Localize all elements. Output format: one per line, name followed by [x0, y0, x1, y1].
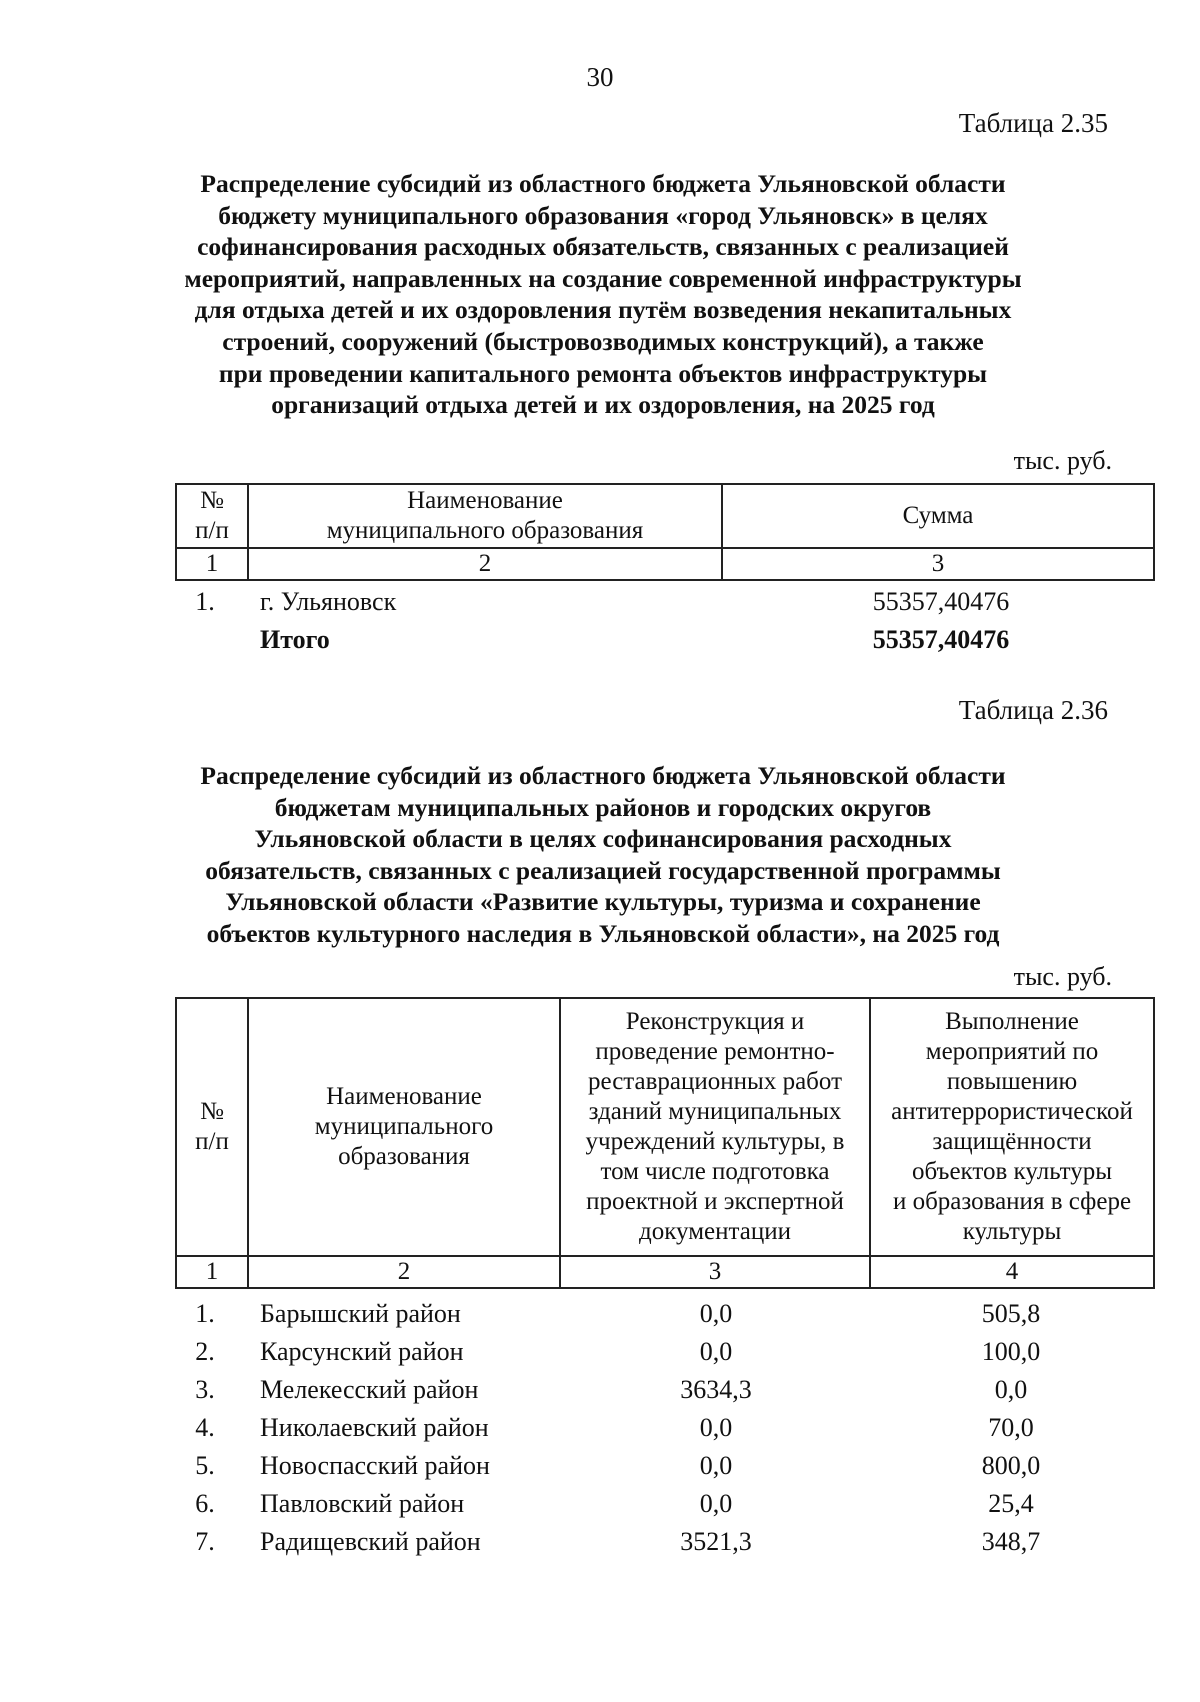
header-name-line2: муниципального образования: [326, 517, 644, 544]
header-col4-cell: [870, 998, 1154, 1256]
header-num-cell: [176, 484, 248, 548]
row-number: 5.: [195, 1451, 215, 1480]
table-2-36-header: [175, 997, 1155, 1289]
column-number: 3: [560, 1256, 870, 1288]
row-col3-value: 0,0: [699, 1451, 733, 1480]
row-col4-value: 25,4: [988, 1489, 1034, 1518]
title-line: софинансирования расходных обязательств, связанных с реализацией: [197, 232, 1009, 262]
row-name: Павловский район: [260, 1489, 465, 1518]
header-col3-line: реставрационных работ: [587, 1068, 843, 1095]
row-number: 6.: [195, 1489, 215, 1518]
row-col4-value: 800,0: [981, 1451, 1041, 1480]
header-num-line1: №: [200, 1098, 224, 1125]
row-col4-value: 348,7: [981, 1527, 1041, 1556]
header-col3-line: проведение ремонтно-: [595, 1038, 835, 1065]
row-col3-value: 0,0: [699, 1337, 733, 1366]
title-line: Ульяновской области в целях софинансирования расходных: [254, 824, 952, 854]
header-name-cell: [248, 998, 560, 1256]
column-number: 2: [248, 1256, 560, 1288]
row-name: Николаевский район: [260, 1413, 489, 1442]
header-col4-line: культуры: [962, 1218, 1062, 1245]
header-col4-line: объектов культуры: [911, 1158, 1113, 1185]
header-num-line2: п/п: [195, 1128, 229, 1155]
table-2-36-title: [130, 760, 1076, 950]
header-name-line: муниципального: [314, 1113, 494, 1140]
column-number: 1: [176, 1256, 248, 1288]
title-line: строений, сооружений (быстровозводимых конструкций), а также: [222, 326, 984, 356]
header-col3-line: документации: [639, 1218, 791, 1245]
row-name: Мелекесский район: [260, 1375, 479, 1404]
header-col4-line: повышению: [946, 1068, 1078, 1095]
row-name: Барышский район: [260, 1299, 461, 1328]
header-col3-line: Реконструкция и: [625, 1008, 805, 1035]
header-col3-line: том числе подготовка: [600, 1158, 830, 1185]
header-num-cell: [176, 998, 248, 1256]
total-sum: 55357,40476: [872, 625, 1010, 654]
header-col4-line: Выполнение: [945, 1008, 1079, 1035]
row-name: Новоспасский район: [260, 1451, 490, 1480]
column-number: 1: [176, 548, 248, 580]
header-col3-cell: [560, 998, 870, 1256]
row-sum: 55357,40476: [872, 587, 1010, 616]
title-line: обязательств, связанных с реализацией государственной программы: [205, 855, 1001, 885]
title-line: для отдыха детей и их оздоровления путём возведения некапитальных: [194, 295, 1012, 325]
header-name-cell: [248, 484, 722, 548]
row-col3-value: 3521,3: [680, 1527, 752, 1556]
table-row: [0, 1448, 1200, 1484]
table-2-35-header: [175, 483, 1155, 581]
title-line: объектов культурного наследия в Ульяновской области», на 2025 год: [206, 918, 1000, 948]
column-number: 4: [870, 1256, 1154, 1288]
row-col4-value: 70,0: [988, 1413, 1034, 1442]
title-line: бюджету муниципального образования «город Ульяновск» в целях: [218, 200, 988, 230]
table-row: [0, 1486, 1200, 1522]
header-col4-line: и образования в сфере: [892, 1188, 1132, 1215]
table-row: [0, 584, 1200, 620]
row-name: г. Ульяновск: [260, 587, 397, 616]
row-name: Радищевский район: [260, 1527, 481, 1556]
table-row: [0, 1410, 1200, 1446]
row-number: 4.: [195, 1413, 215, 1442]
header-col4-line: защищённости: [932, 1128, 1092, 1155]
row-number: 7.: [195, 1527, 215, 1556]
header-col4-line: мероприятий по: [925, 1038, 1099, 1065]
row-col3-value: 0,0: [699, 1489, 733, 1518]
table-row: [0, 1296, 1200, 1332]
header-col4-line: антитеррористической: [891, 1098, 1133, 1125]
header-name-line1: Наименование: [407, 487, 563, 514]
header-num-line2: п/п: [195, 517, 229, 544]
column-number: 2: [248, 548, 722, 580]
row-col4-value: 0,0: [994, 1375, 1028, 1404]
title-line: мероприятий, направленных на создание современной инфраструктуры: [184, 263, 1022, 293]
table-2-36-caption: Таблица 2.36: [958, 695, 1108, 725]
table-row: [0, 1524, 1200, 1560]
header-col3-line: проектной и экспертной: [586, 1188, 844, 1215]
total-row: [0, 622, 1200, 658]
row-name: Карсунский район: [260, 1337, 464, 1366]
row-col3-value: 3634,3: [680, 1375, 752, 1404]
title-line: Ульяновской области «Развитие культуры, туризма и сохранение: [225, 887, 981, 917]
header-sum-cell: Сумма: [722, 484, 1154, 548]
table-2-36-unit: тыс. руб.: [1013, 962, 1112, 991]
title-line: при проведении капитального ремонта объектов инфраструктуры: [218, 358, 988, 388]
header-num-line1: №: [200, 487, 224, 514]
table-row: [0, 1334, 1200, 1370]
row-number: 3.: [195, 1375, 215, 1404]
total-label: Итого: [260, 625, 330, 654]
table-2-35-caption: Таблица 2.35: [958, 108, 1108, 138]
title-line: Распределение субсидий из областного бюджета Ульяновской области: [200, 761, 1006, 790]
header-name-line: Наименование: [326, 1083, 482, 1110]
column-number: 3: [722, 548, 1154, 580]
row-col3-value: 0,0: [699, 1299, 733, 1328]
header-col3-line: зданий муниципальных: [588, 1098, 842, 1125]
title-line: Распределение субсидий из областного бюджета Ульяновской области: [200, 169, 1006, 198]
table-row: [0, 1372, 1200, 1408]
row-col4-value: 100,0: [981, 1337, 1041, 1366]
title-line: организаций отдыха детей и их оздоровления, на 2025 год: [271, 390, 935, 420]
row-col3-value: 0,0: [699, 1413, 733, 1442]
header-col3-line: учреждений культуры, в: [585, 1128, 845, 1155]
title-line: бюджетам муниципальных районов и городских округов: [274, 792, 932, 822]
row-col4-value: 505,8: [981, 1299, 1041, 1328]
row-number: 1.: [195, 1299, 215, 1328]
row-number: 2.: [195, 1337, 215, 1366]
table-2-35-unit: тыс. руб.: [1013, 446, 1112, 475]
row-number: 1.: [195, 587, 215, 616]
page-number: 30: [586, 62, 614, 92]
header-name-line: образования: [338, 1143, 470, 1170]
table-2-35-title: [130, 168, 1076, 421]
